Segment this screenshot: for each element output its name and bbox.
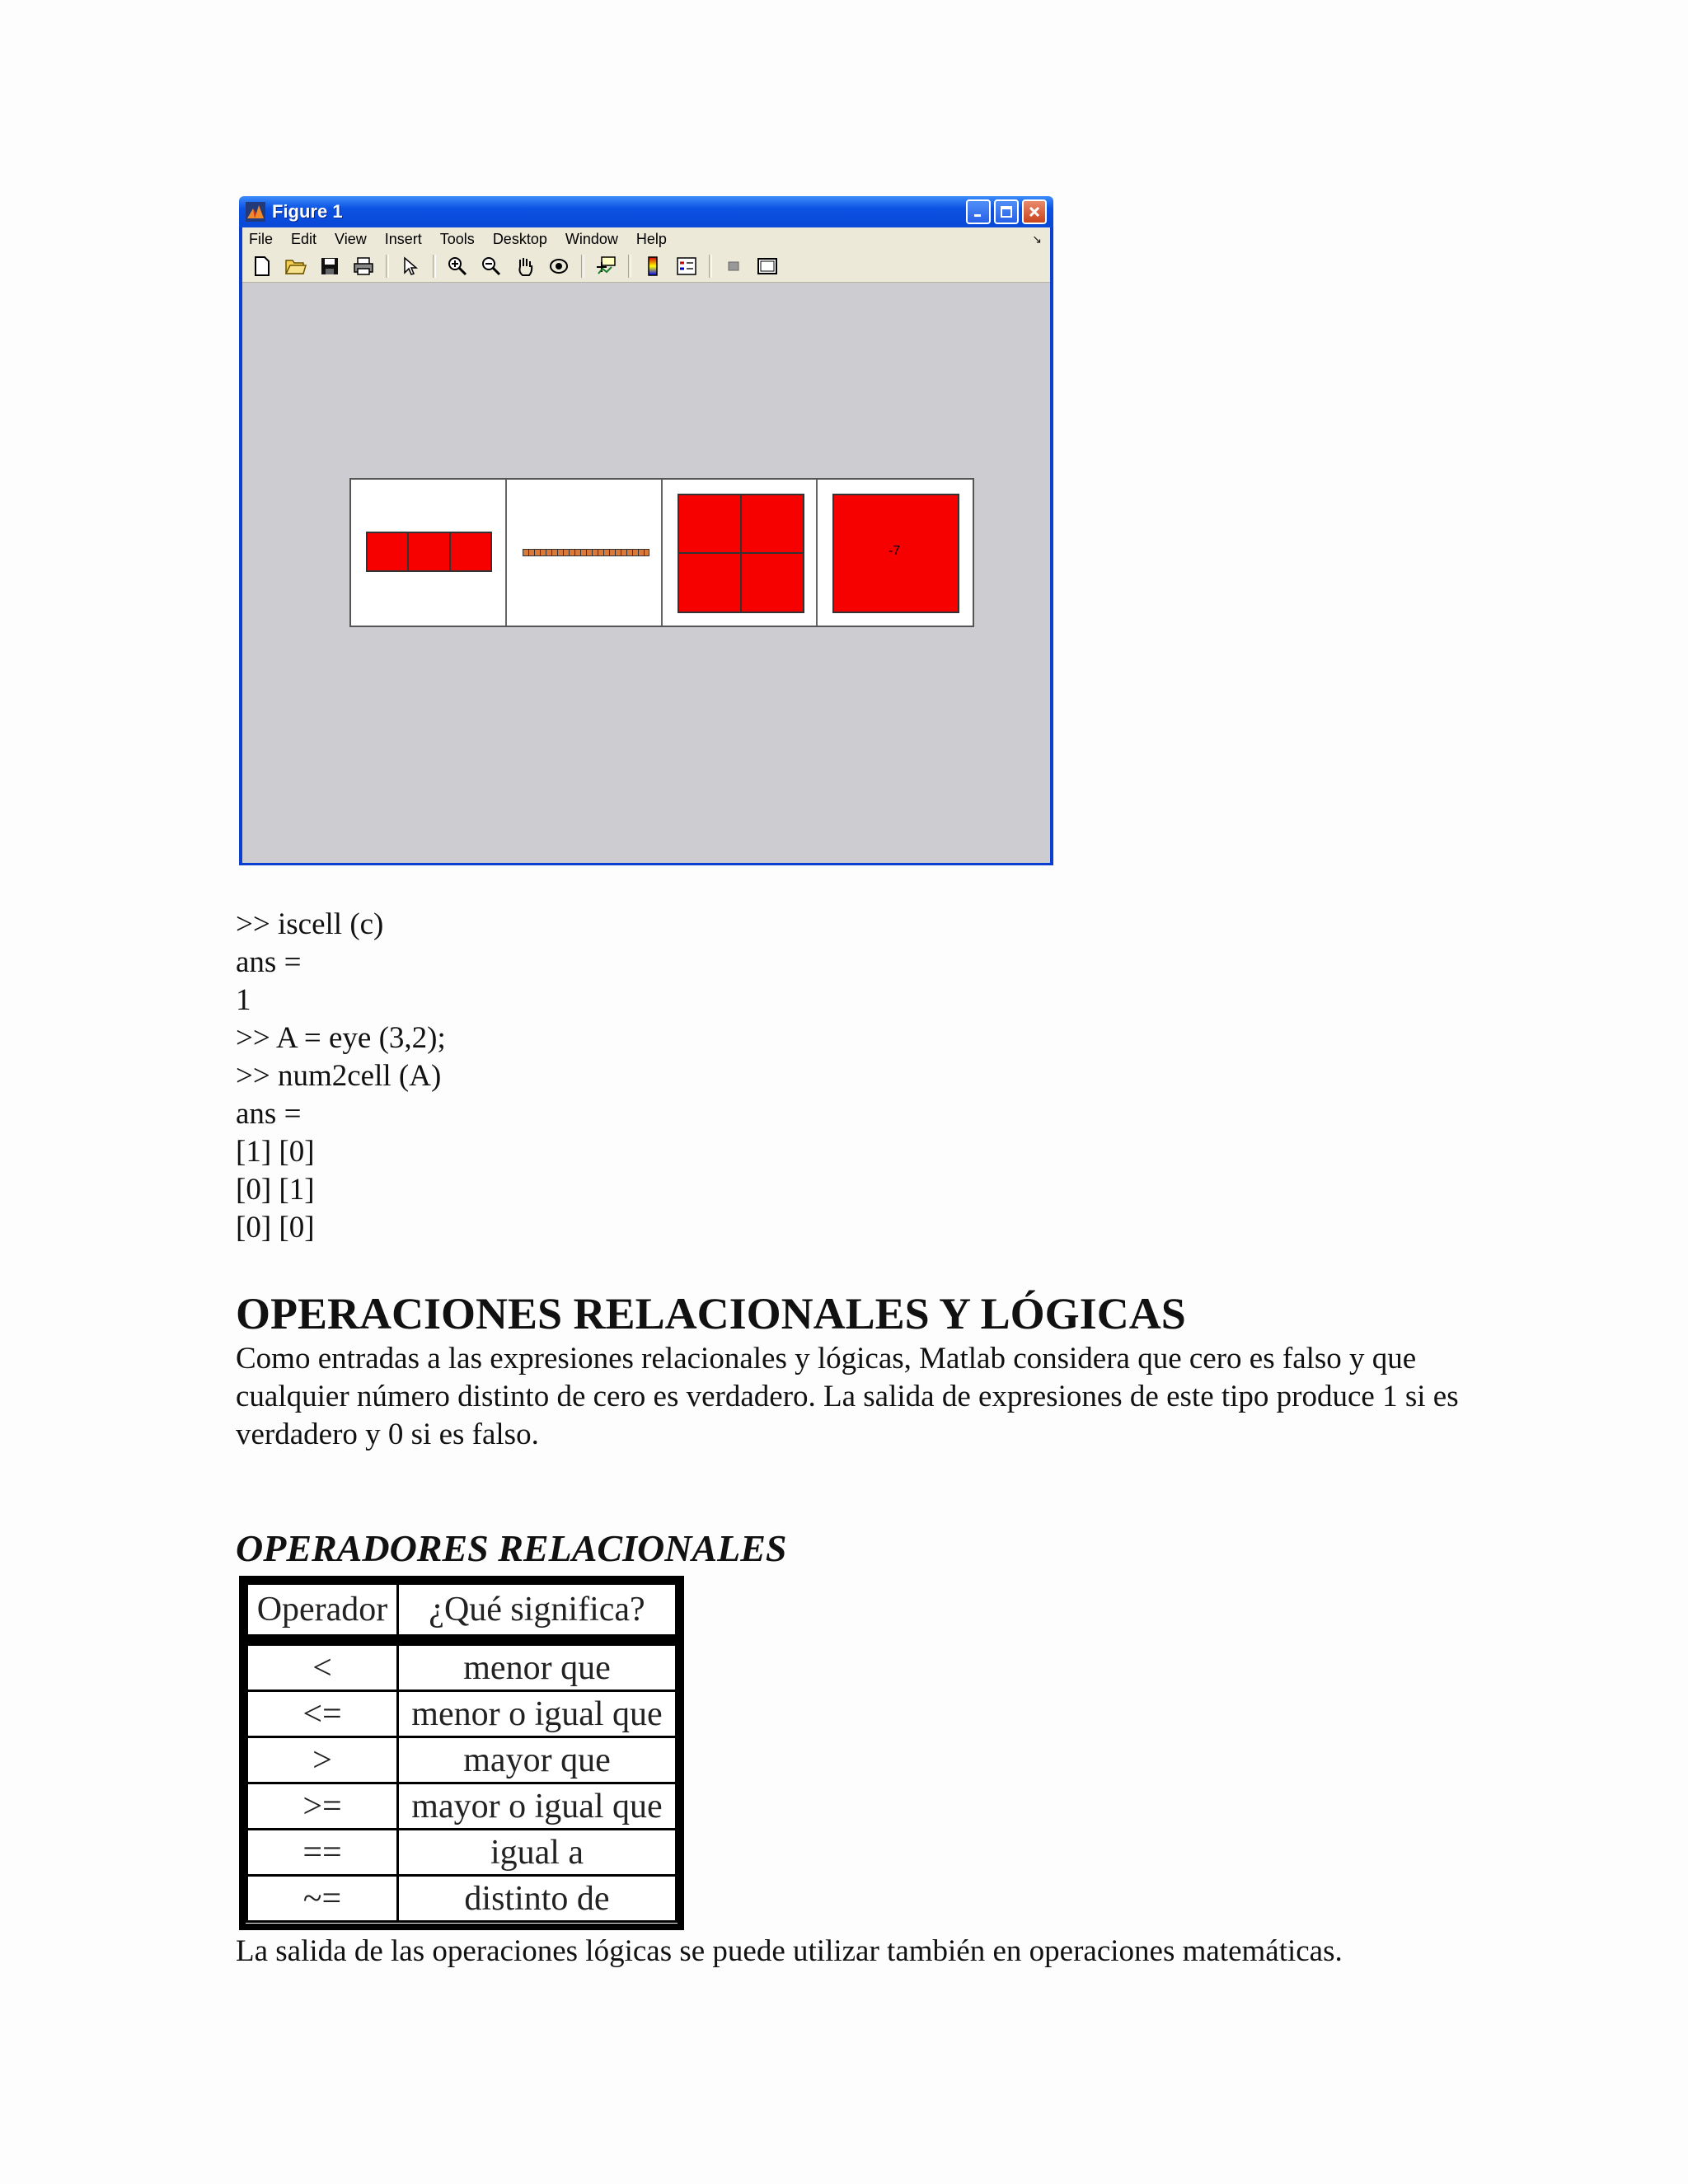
code-line: ans =	[236, 1097, 302, 1131]
pan-button[interactable]	[513, 255, 537, 278]
section-paragraph: Como entradas a las expresiones relacionales y lógicas, Matlab considera que cero es falso y que cualquier número distinto de cero es verdadero. La salida de expresiones de este tipo produce 1 si es verdadero y 0 si es falso.	[236, 1342, 1459, 1451]
menu-bar	[242, 227, 1050, 251]
edit-plot-button[interactable]	[399, 255, 422, 278]
meaning-cell: distinto de	[398, 1876, 677, 1922]
show-plot-tools-icon	[757, 257, 778, 275]
figure-canvas[interactable]	[242, 283, 1050, 863]
save-button[interactable]	[318, 255, 341, 278]
operator-cell: ==	[247, 1830, 398, 1876]
zoom-in-button[interactable]	[446, 255, 469, 278]
hide-plot-tools-icon	[725, 258, 742, 274]
cell-divider	[816, 480, 818, 626]
zoom-out-icon	[481, 255, 502, 277]
cell-divider	[661, 480, 663, 626]
code-line: [0] [1]	[236, 1173, 315, 1207]
code-line: >> iscell (c)	[236, 907, 384, 941]
table-header: ¿Qué significa?	[398, 1584, 677, 1641]
table-row	[247, 1876, 677, 1922]
code-line: [1] [0]	[236, 1135, 315, 1169]
figure-window	[239, 196, 1053, 865]
operator-cell: <=	[247, 1691, 398, 1737]
new-figure-button[interactable]	[251, 255, 274, 278]
show-plot-tools-button[interactable]	[756, 255, 779, 278]
table-row	[247, 1830, 677, 1876]
meaning-cell: igual a	[398, 1830, 677, 1876]
toolbar-separator	[709, 255, 712, 278]
zoom-out-button[interactable]	[480, 255, 503, 278]
footer-paragraph: La salida de las operaciones lógicas se puede utilizar también en operaciones matemáticas.	[236, 1934, 1343, 1968]
cell-divider	[505, 480, 507, 626]
menu-edit[interactable]: Edit	[291, 230, 317, 247]
open-file-button[interactable]	[284, 255, 307, 278]
element-divider	[407, 532, 409, 572]
toolbar-separator	[433, 255, 436, 278]
matlab-logo-icon	[246, 202, 265, 222]
code-line: 1	[236, 983, 251, 1017]
command-output	[236, 906, 446, 1247]
code-line: [0] [0]	[236, 1211, 315, 1244]
operator-cell: >	[247, 1737, 398, 1783]
table-row	[247, 1737, 677, 1783]
operator-cell: >=	[247, 1783, 398, 1830]
figure-toolbar	[242, 251, 1050, 283]
table-header: Operador	[247, 1584, 398, 1641]
rotate-3d-button[interactable]	[547, 255, 570, 278]
operator-cell: <	[247, 1640, 398, 1691]
meaning-cell: menor que	[398, 1640, 677, 1691]
cell-row-vector	[366, 532, 492, 572]
print-icon	[353, 256, 374, 276]
meaning-cell: mayor o igual que	[398, 1783, 677, 1830]
menu-view[interactable]: View	[335, 230, 367, 247]
code-line: ans =	[236, 945, 302, 979]
save-icon	[320, 256, 340, 276]
data-cursor-icon	[595, 255, 617, 277]
window-titlebar[interactable]	[239, 196, 1053, 227]
minimize-icon	[972, 205, 985, 218]
legend-icon	[676, 256, 697, 276]
menu-desktop[interactable]: Desktop	[492, 230, 547, 247]
new-file-icon	[253, 256, 271, 276]
table-row	[247, 1783, 677, 1830]
meaning-cell: mayor que	[398, 1737, 677, 1783]
minimize-button[interactable]	[966, 199, 991, 224]
pan-hand-icon	[514, 255, 536, 277]
menu-window[interactable]: Window	[565, 230, 618, 247]
print-button[interactable]	[352, 255, 375, 278]
cellplot-axes	[349, 478, 974, 627]
open-folder-icon	[285, 257, 307, 275]
table-header-row	[247, 1584, 677, 1641]
toolbar-separator	[386, 255, 389, 278]
cell-scalar-value: -7	[889, 544, 901, 558]
menu-help[interactable]: Help	[635, 230, 667, 247]
hide-plot-tools-button[interactable]	[722, 255, 745, 278]
operators-table	[239, 1576, 684, 1930]
table-row	[247, 1640, 677, 1691]
meaning-cell: menor o igual que	[398, 1691, 677, 1737]
code-line: >> A = eye (3,2);	[236, 1021, 446, 1055]
colorbar-icon	[646, 255, 659, 277]
colorbar-button[interactable]	[641, 255, 664, 278]
operator-cell: ~=	[247, 1876, 398, 1922]
element-divider	[449, 532, 451, 572]
element-divider	[678, 552, 804, 554]
toolbar-separator	[628, 255, 631, 278]
toolbar-separator	[581, 255, 584, 278]
maximize-icon	[1000, 205, 1013, 218]
data-cursor-button[interactable]	[594, 255, 617, 278]
section-heading: OPERACIONES RELACIONALES Y LÓGICAS	[236, 1289, 1186, 1338]
table-row	[247, 1691, 677, 1737]
window-title: Figure 1	[272, 201, 343, 222]
maximize-button[interactable]	[994, 199, 1019, 224]
close-button[interactable]	[1022, 199, 1047, 224]
menu-file[interactable]: File	[249, 230, 274, 247]
subsection-heading: OPERADORES RELACIONALES	[236, 1527, 787, 1569]
legend-button[interactable]	[675, 255, 698, 278]
menu-tools[interactable]: Tools	[439, 230, 475, 247]
rotate-3d-icon	[548, 255, 570, 277]
pointer-icon	[402, 256, 419, 276]
code-line: >> num2cell (A)	[236, 1059, 442, 1093]
menu-insert[interactable]: Insert	[384, 230, 422, 247]
zoom-in-icon	[447, 255, 468, 277]
dock-arrow-icon[interactable]: ↘	[1032, 232, 1042, 246]
cell-string-strip	[523, 549, 649, 556]
close-icon	[1028, 205, 1041, 218]
